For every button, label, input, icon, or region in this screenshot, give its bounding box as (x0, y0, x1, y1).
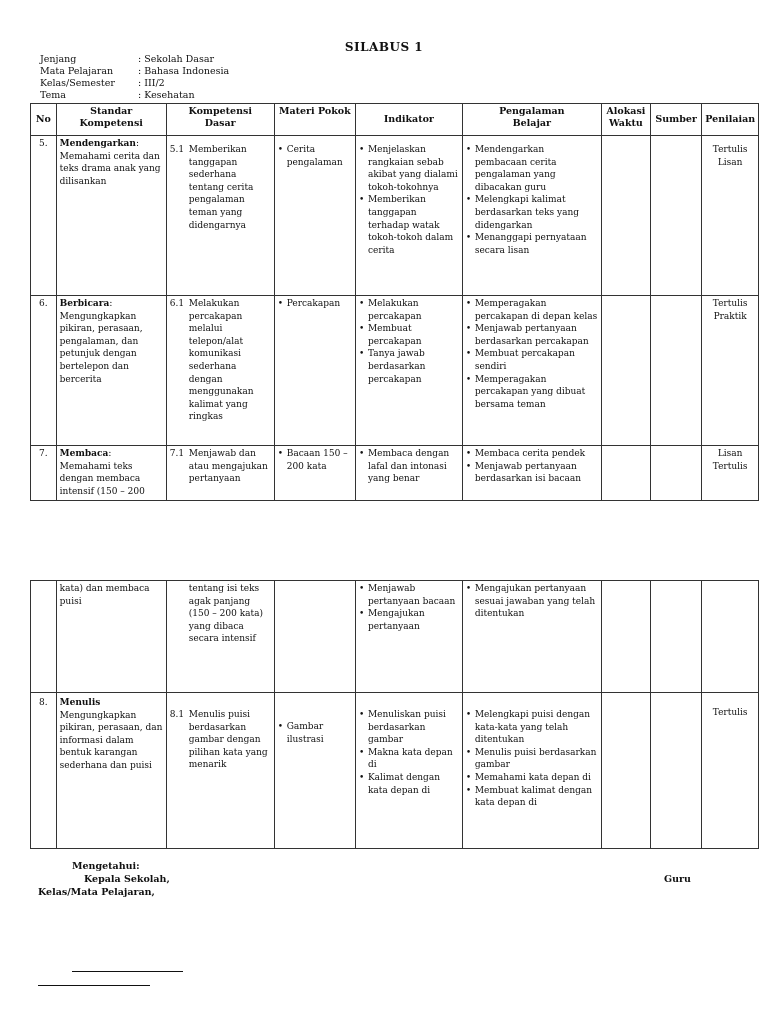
materi-pokok-cell (274, 446, 355, 501)
list-item: • Membuat percakapan (359, 323, 459, 348)
header-line: Standar (90, 106, 133, 117)
list-item: • Cerita pengalaman (278, 144, 352, 169)
materi-list (278, 721, 352, 746)
kompetensi-dasar-cell (166, 581, 274, 693)
sumber-cell (650, 581, 701, 693)
penilaian-cell (702, 693, 759, 849)
signature-guru: Guru (664, 874, 691, 885)
penilaian-item: Praktik (713, 311, 747, 322)
alokasi-waktu-cell (601, 581, 650, 693)
standar-kompetensi-cell (56, 136, 166, 296)
list-item: • Kalimat dengan kata depan di (359, 772, 459, 797)
meta-value: : III/2 (138, 78, 165, 89)
table-row (31, 693, 759, 849)
meta-row-kelas-semester (40, 78, 229, 90)
header-alokasi-waktu (601, 104, 650, 136)
kd-text: Menulis puisi berdasarkan gambar dengan pilihan kata yang menarik (188, 710, 268, 771)
sumber-cell (650, 446, 701, 501)
syllabus-meta (40, 54, 229, 102)
sk-title: Menulis (59, 698, 101, 708)
sumber-cell (650, 136, 701, 296)
list-item: • Menjelaskan rangkaian sebab akibat yang dialami tokoh-tokohnya (359, 144, 459, 194)
list-item: • Tanya jawab berdasarkan percakapan (359, 348, 459, 386)
list-item: • Memperagakan percakapan yang dibuat bersama teman (466, 374, 598, 412)
signature-line-kelas (38, 985, 150, 986)
materi-pokok-cell (274, 296, 355, 446)
document-title: SILABUS 1 (344, 40, 424, 54)
meta-value: : Bahasa Indonesia (138, 66, 230, 77)
signature-line-kepala (72, 971, 183, 972)
kd-number: 5.1 (169, 145, 185, 155)
penilaian-cell (702, 446, 759, 501)
meta-label: Mata Pelajaran (40, 66, 114, 77)
kd-text: Menjawab dan atau mengajukan pertanyaan (188, 449, 268, 485)
indikator-cell (355, 581, 462, 693)
meta-label: Kelas/Semester (40, 78, 115, 89)
sumber-cell (650, 693, 701, 849)
row-number (31, 693, 57, 849)
list-item: • Percakapan (278, 298, 352, 311)
meta-row-mata-pelajaran (40, 66, 229, 78)
penilaian-cell (702, 581, 759, 693)
list-item: • Mengajukan pertanyaan (359, 608, 459, 633)
kd-text: tentang isi teks agak panjang (150 – 200 kata) yang dibaca secara intensif (188, 584, 264, 645)
pengalaman-list (466, 709, 598, 810)
list-item: • Melengkapi kalimat berdasarkan teks yang didengarkan (466, 194, 598, 232)
list-item: • Membaca cerita pendek (466, 448, 598, 461)
header-line: Belajar (512, 118, 552, 129)
header-penilaian: Penilaian (702, 104, 759, 136)
kompetensi-dasar-cell (166, 446, 274, 501)
list-item: • Menjawab pertanyaan bacaan (359, 583, 459, 608)
sk-text: Memahami cerita dan teks drama anak yang dilisankan (59, 151, 161, 187)
penilaian-item: Lisan (717, 157, 743, 168)
pengalaman-list (466, 144, 598, 257)
header-line: Dasar (204, 118, 236, 129)
header-materi-pokok: Materi Pokok (274, 104, 355, 136)
meta-row-jenjang (40, 54, 229, 66)
materi-pokok-cell (274, 581, 355, 693)
list-item: • Gambar ilustrasi (278, 721, 352, 746)
pengalaman-belajar-cell (462, 136, 601, 296)
alokasi-waktu-cell (601, 136, 650, 296)
list-item: • Menjawab pertanyaan berdasarkan percakapan (466, 323, 598, 348)
row-number (31, 581, 57, 693)
table-row (31, 446, 759, 501)
list-item: • Memahami kata depan di (466, 772, 598, 785)
list-item: • Membuat kalimat dengan kata depan di (466, 785, 598, 810)
penilaian-cell (702, 296, 759, 446)
standar-kompetensi-cell (56, 446, 166, 501)
penilaian-item: Tertulis (712, 145, 748, 155)
indikator-list (359, 709, 459, 797)
pengalaman-belajar-cell (462, 581, 601, 693)
penilaian-item: Tertulis (712, 461, 748, 472)
kompetensi-dasar-cell (166, 693, 274, 849)
indikator-list (359, 448, 459, 486)
penilaian-item: Tertulis (712, 299, 748, 309)
kd-entry (170, 144, 271, 232)
materi-pokok-cell (274, 136, 355, 296)
sumber-cell (650, 296, 701, 446)
materi-pokok-cell (274, 693, 355, 849)
list-item: • Membaca dengan lafal dan intonasi yang benar (359, 448, 459, 486)
kd-number: 8.1 (169, 710, 185, 720)
indikator-cell (355, 136, 462, 296)
sk-title: Membaca (59, 449, 109, 459)
list-item: • Menulis puisi berdasarkan gambar (466, 747, 598, 772)
sk-separator: : (109, 299, 113, 309)
kd-text: Melakukan percakapan melalui telepon/alat komunikasi sederhana dengan menggunakan kalimat yang ringkas (188, 299, 254, 423)
header-line: Kompetensi (79, 118, 143, 129)
materi-list (278, 298, 352, 311)
standar-kompetensi-cell (56, 581, 166, 693)
pengalaman-belajar-cell (462, 446, 601, 501)
row-number: 7. (31, 446, 57, 501)
list-item: • Melakukan percakapan (359, 298, 459, 323)
sk-text: Memahami teks dengan membaca intensif (150 – 200 (59, 461, 145, 497)
list-item: • Menanggapi pernyataan secara lisan (466, 232, 598, 257)
kd-entry (170, 709, 271, 772)
list-item: • Makna kata depan di (359, 747, 459, 772)
header-indikator: Indikator (355, 104, 462, 136)
kd-number: 7.1 (169, 449, 185, 459)
indikator-cell (355, 296, 462, 446)
alokasi-waktu-cell (601, 693, 650, 849)
header-pengalaman-belajar (462, 104, 601, 136)
alokasi-waktu-cell (601, 296, 650, 446)
list-item: • Membuat percakapan sendiri (466, 348, 598, 373)
meta-label: Tema (40, 90, 66, 101)
row-number: 5. (31, 136, 57, 296)
header-line: Kompetensi (188, 106, 252, 117)
materi-list (278, 448, 352, 473)
signature-kelas-mapel: Kelas/Mata Pelajaran, (38, 887, 155, 898)
standar-kompetensi-cell (56, 296, 166, 446)
sk-text: kata) dan membaca puisi (59, 584, 150, 607)
list-item: • Melengkapi puisi dengan kata-kata yang telah ditentukan (466, 709, 598, 747)
header-kompetensi-dasar (166, 104, 274, 136)
indikator-list (359, 144, 459, 257)
kompetensi-dasar-cell (166, 296, 274, 446)
meta-label: Jenjang (40, 54, 77, 65)
header-line: Alokasi (606, 106, 646, 117)
signature-kepala-sekolah: Kepala Sekolah, (84, 874, 170, 885)
sk-title: Mendengarkan (59, 139, 136, 149)
indikator-list (359, 583, 459, 633)
syllabus-table (30, 103, 759, 501)
signature-mengetahui: Mengetahui: (72, 861, 140, 872)
sk-text: Mengungkapkan pikiran, perasaan, dan informasi dalam bentuk karangan sederhana dan puisi (59, 710, 163, 771)
list-item: • Memberikan tanggapan terhadap watak tokoh-tokoh dalam cerita (359, 194, 459, 257)
indikator-cell (355, 693, 462, 849)
penilaian-cell (702, 136, 759, 296)
meta-value: : Sekolah Dasar (138, 54, 215, 65)
kd-number: 6.1 (169, 299, 185, 309)
list-item: • Menuliskan puisi berdasarkan gambar (359, 709, 459, 747)
kompetensi-dasar-cell (166, 136, 274, 296)
header-sumber: Sumber (650, 104, 701, 136)
indikator-list (359, 298, 459, 386)
meta-row-tema (40, 90, 229, 102)
header-standar-kompetensi (56, 104, 166, 136)
table-header-row (31, 104, 759, 136)
sk-separator: : (108, 449, 112, 459)
sk-separator: : (135, 139, 139, 149)
header-line: Waktu (608, 118, 643, 129)
header-no: No (31, 104, 57, 136)
meta-value: : Kesehatan (138, 90, 195, 101)
indikator-cell (355, 446, 462, 501)
list-item: • Menjawab pertanyaan berdasarkan isi bacaan (466, 461, 598, 486)
sk-title: Berbicara (59, 299, 110, 309)
list-item: • Mendengarkan pembacaan cerita pengalaman yang dibacakan guru (466, 144, 598, 194)
pengalaman-belajar-cell (462, 693, 601, 849)
table-row (31, 136, 759, 296)
pengalaman-belajar-cell (462, 296, 601, 446)
materi-list (278, 144, 352, 169)
standar-kompetensi-cell (56, 693, 166, 849)
kd-entry (170, 298, 271, 424)
row-number: 6. (31, 296, 57, 446)
list-item: • Bacaan 150 – 200 kata (278, 448, 352, 473)
row-number-text: 8. (39, 698, 48, 708)
list-item: • Memperagakan percakapan di depan kelas (466, 298, 598, 323)
sk-text: Mengungkapkan pikiran, perasaan, pengalaman, dan petunjuk dengan bertelepon dan bercerita (59, 311, 143, 385)
pengalaman-list (466, 298, 598, 411)
table-row (31, 296, 759, 446)
kd-entry (170, 448, 271, 486)
alokasi-waktu-cell (601, 446, 650, 501)
kd-text: Memberikan tanggapan sederhana tentang cerita pengalaman teman yang didengarnya (188, 145, 254, 231)
pengalaman-list (466, 448, 598, 486)
header-line: Pengalaman (499, 106, 565, 117)
table-row (31, 581, 759, 693)
pengalaman-list (466, 583, 598, 621)
syllabus-table-continued (30, 580, 759, 849)
penilaian-item: Lisan (717, 449, 743, 459)
list-item: • Mengajukan pertanyaan sesuai jawaban yang telah ditentukan (466, 583, 598, 621)
penilaian-item: Tertulis (712, 708, 748, 718)
